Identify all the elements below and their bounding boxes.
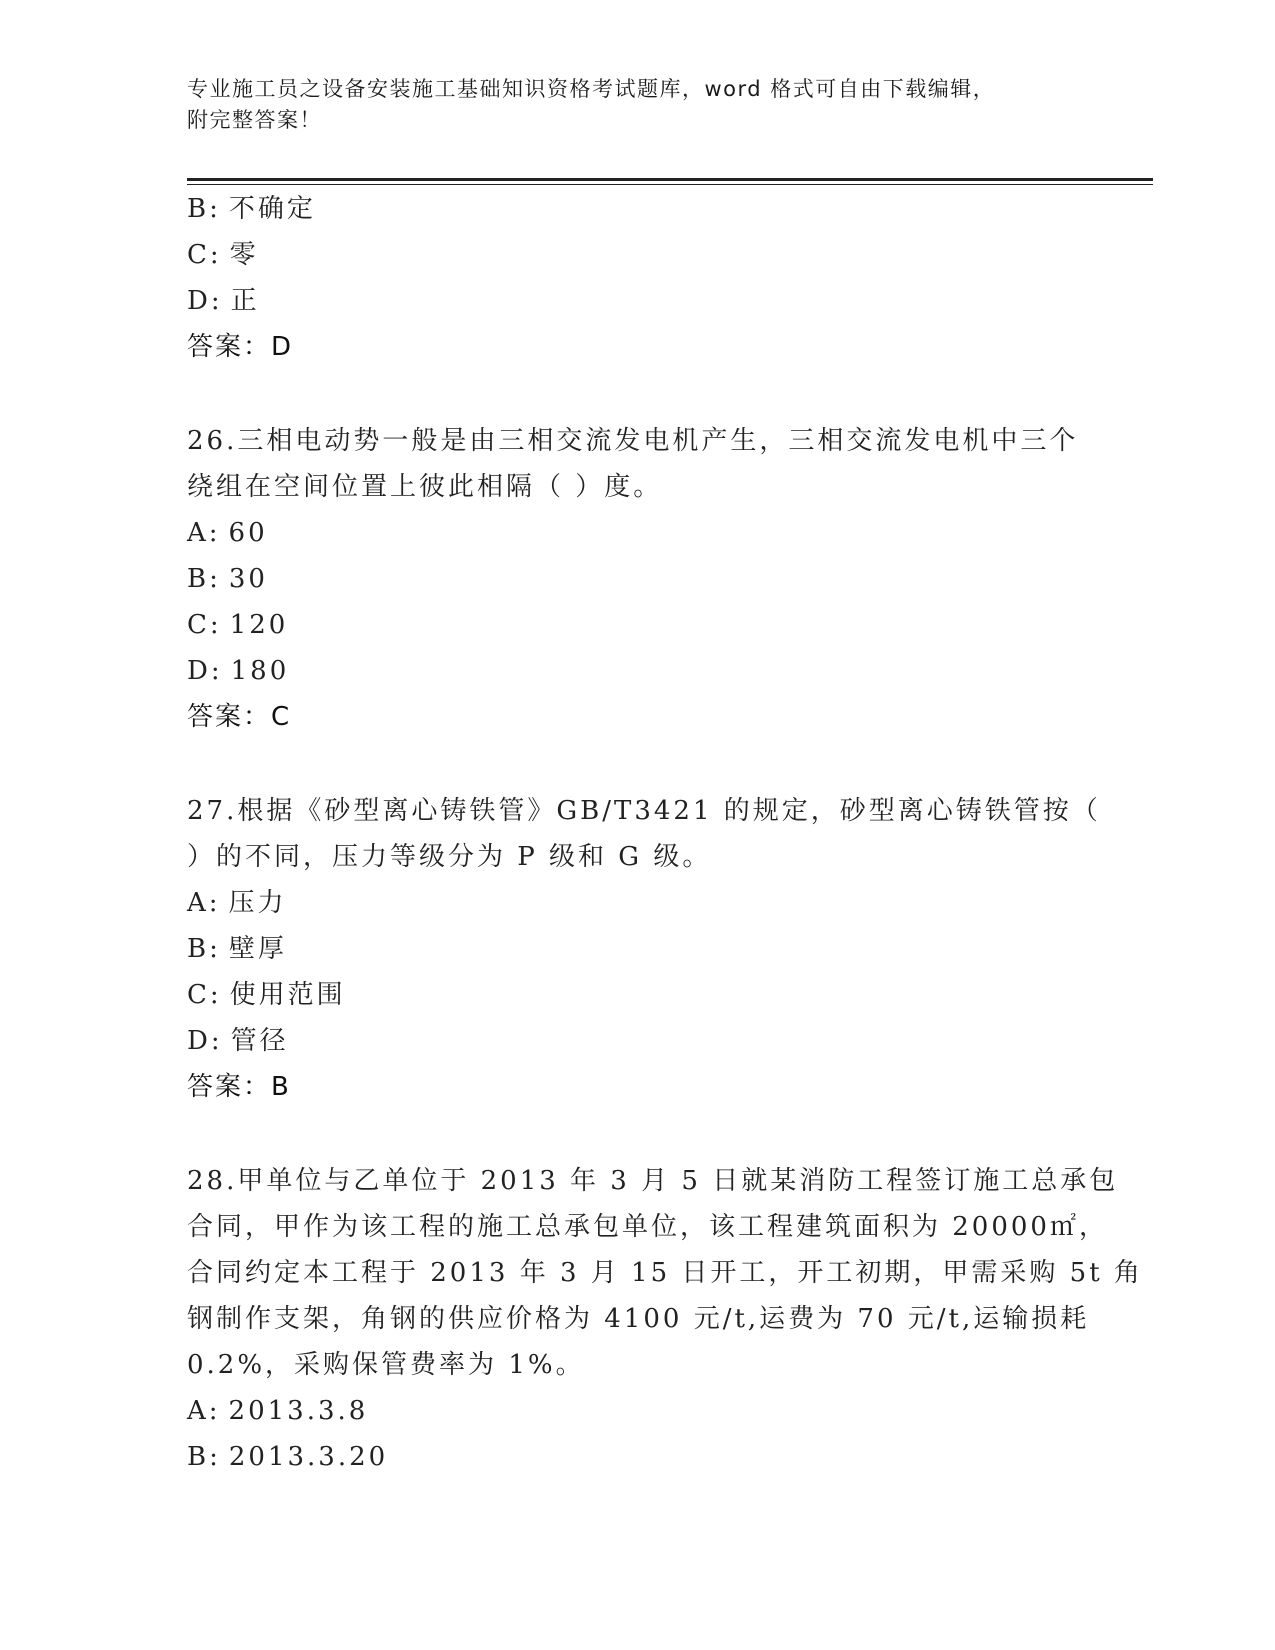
question-stem-line: 27.根据《砂型离心铸铁管》GB/T3421 的规定，砂型离心铸铁管按（ [187, 796, 1101, 826]
answer: 答案：D [187, 332, 294, 362]
question-stem-line: 28.甲单位与乙单位于 2013 年 3 月 5 日就某消防工程签订施工总承包 [187, 1166, 1119, 1196]
question-stem-line: 绕组在空间位置上彼此相隔（ ）度。 [187, 472, 663, 502]
option-a: A: 2013.3.8 [187, 1396, 369, 1426]
header-line-1: 专业施工员之设备安装施工基础知识资格考试题库，word 格式可自由下载编辑， [187, 77, 996, 101]
question-27 [187, 788, 1101, 1110]
header-line-2: 附完整答案！ [187, 108, 322, 132]
option-b: B: 壁厚 [187, 934, 287, 964]
option-d: D: 正 [187, 286, 260, 316]
document-body [187, 186, 1143, 1480]
option-b: B: 30 [187, 564, 268, 594]
option-c: C: 使用范围 [187, 980, 346, 1010]
option-b: B: 2013.3.20 [187, 1442, 389, 1472]
option-a: A: 压力 [187, 888, 287, 918]
option-b: B: 不确定 [187, 194, 316, 224]
question-stem-line: 0.2%，采购保管费率为 1%。 [187, 1350, 585, 1380]
header-rule-thick [187, 178, 1153, 181]
question-stem-line: 26.三相电动势一般是由三相交流发电机产生，三相交流发电机中三个 [187, 426, 1079, 456]
question-stem-line: 合同约定本工程于 2013 年 3 月 15 日开工，开工初期，甲需采购 5t 角 [187, 1258, 1143, 1288]
answer: 答案：C [187, 702, 292, 732]
answer: 答案：B [187, 1072, 291, 1102]
document-header [187, 74, 1067, 136]
option-a: A: 60 [187, 518, 268, 548]
option-c: C: 零 [187, 240, 259, 270]
question-stem-line: 合同，甲作为该工程的施工总承包单位，该工程建筑面积为 20000㎡， [187, 1212, 1108, 1242]
question-stem-line: ）的不同，压力等级分为 P 级和 G 级。 [187, 842, 712, 872]
option-c: C: 120 [187, 610, 289, 640]
question-25-continued [187, 186, 1087, 370]
question-28 [187, 1158, 1143, 1480]
header-rule-thin [187, 184, 1153, 185]
option-d: D: 管径 [187, 1026, 289, 1056]
question-stem-line: 钢制作支架，角钢的供应价格为 4100 元/t,运费为 70 元/t,运输损耗 [187, 1304, 1090, 1334]
option-d: D: 180 [187, 656, 290, 686]
question-26 [187, 418, 1087, 740]
